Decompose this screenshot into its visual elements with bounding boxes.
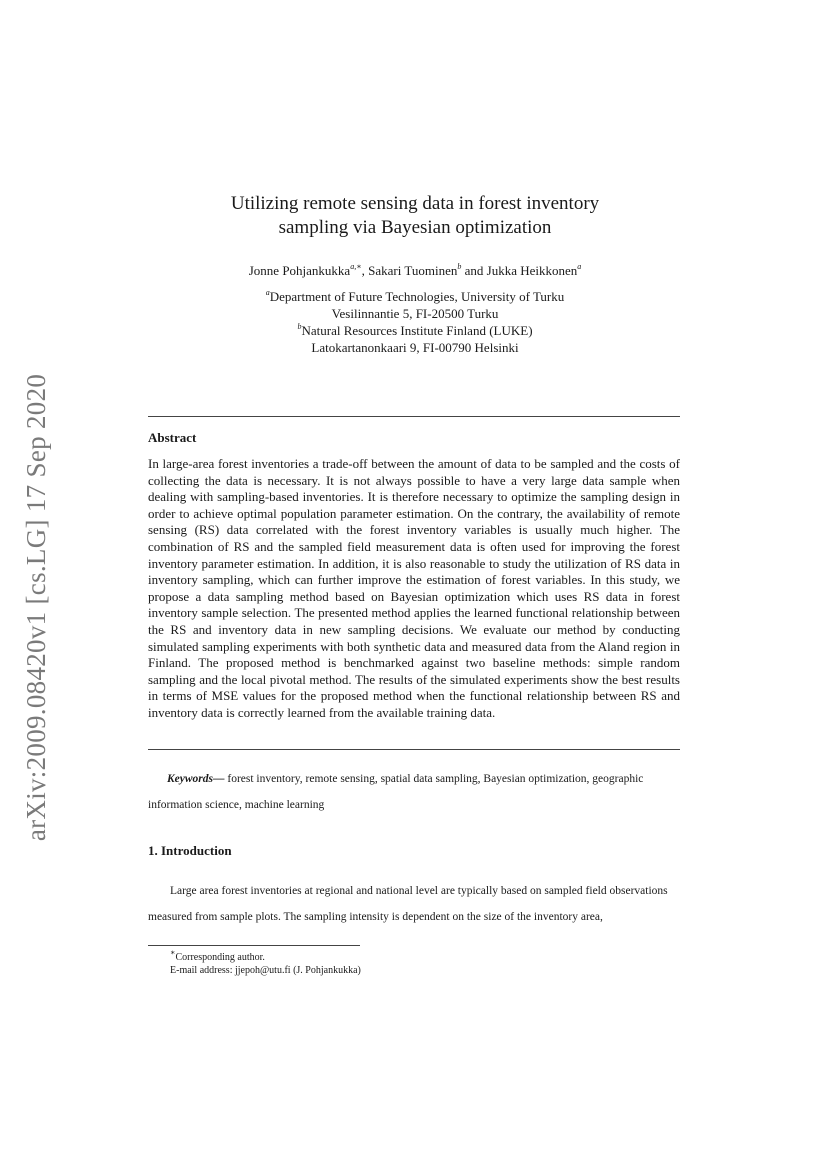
section-heading-introduction: 1. Introduction bbox=[148, 843, 232, 858]
affiliation-b-mark: b bbox=[297, 321, 302, 331]
keywords-label: Keywords— bbox=[167, 773, 225, 785]
affiliation-a-line-2: Vesilinnantie 5, FI-20500 Turku bbox=[331, 306, 499, 321]
title-line-1: Utilizing remote sensing data in forest inventory bbox=[230, 193, 600, 214]
author-3-mark: a bbox=[577, 261, 582, 271]
author-3: Jukka Heikkonen bbox=[486, 263, 578, 278]
footnote-line-1 bbox=[170, 947, 361, 964]
footnote-line-2: E-mail address: jjepoh@utu.fi (J. Pohjankukka) bbox=[170, 965, 361, 976]
author-2-mark: b bbox=[457, 261, 462, 271]
author-1: Jonne Pohjankukka bbox=[248, 263, 351, 278]
affiliation-a-line-1 bbox=[150, 288, 680, 305]
author-list bbox=[150, 262, 680, 279]
keywords-text: forest inventory, remote sensing, spatial data sampling, Bayesian optimization, geographic information science, machine learning bbox=[148, 773, 644, 811]
abstract-top-rule bbox=[148, 416, 680, 417]
author-2: Sakari Tuominen bbox=[368, 263, 458, 278]
affiliation-b-line-1 bbox=[150, 322, 680, 339]
author-sep-1: , bbox=[361, 263, 369, 278]
abstract-bottom-rule bbox=[148, 749, 680, 750]
author-1-mark: a,∗ bbox=[350, 261, 362, 271]
abstract-body: In large-area forest inventories a trade-off between the amount of data to be sampled and the costs of collecting the data is necessary. It is not always possible to have a very large data sample when dealing with sampling-based inventories. It is therefore necessary to optimize the sampling design in order to achieve optimal population parameter estimation. On the contrary, the availability of remote sensing (RS) data correlated with the forest inventory variables is usually much higher. The combination of RS and the sampled field measurement data is often used for improving the forest inventory parameter estimation. In addition, it is also reasonable to study the utilization of RS data in inventory sampling, which can further improve the estimation of forest variables. In this study, we propose a data sampling method based on Bayesian optimization which uses RS data in forest inventory sample selection. The presented method applies the learned functional relationship between the RS and inventory data in new sampling decisions. We evaluate our method by conducting simulated sampling experiments with both synthetic data and measured data from the Aland region in Finland. The proposed method is benchmarked against two baseline methods: simple random sampling and the local pivotal method. The results of the simulated experiments show the best results in terms of MSE values for the proposed method when the functional relationship between RS and inventory data is correctly learned from the available training data. bbox=[148, 456, 680, 720]
affiliation-a-name: Department of Future Technologies, University of Turku bbox=[269, 289, 565, 304]
affiliation-b-line-2: Latokartanonkaari 9, FI-00790 Helsinki bbox=[311, 340, 519, 355]
footnote-corresponding: Corresponding author. bbox=[175, 952, 265, 963]
arxiv-identifier-text: arXiv:2009.08420v1 [cs.LG] 17 Sep 2020 bbox=[21, 373, 52, 842]
affiliation-b-name: Natural Resources Institute Finland (LUKE) bbox=[301, 323, 533, 338]
footnote-rule bbox=[148, 945, 360, 946]
title-line-2: sampling via Bayesian optimization bbox=[278, 217, 552, 238]
abstract-heading: Abstract bbox=[148, 430, 197, 445]
author-sep-2: and bbox=[461, 263, 487, 278]
introduction-paragraph: Large area forest inventories at regional and national level are typically based on sampled field observations measured from sample plots. The sampling intensity is dependent on the size of the inventory area, bbox=[148, 885, 668, 923]
paper-title bbox=[150, 192, 680, 240]
footnote-mark: ∗ bbox=[170, 947, 176, 957]
affiliation-a-mark: a bbox=[265, 287, 270, 297]
arxiv-identifier bbox=[20, 365, 54, 850]
affiliations bbox=[150, 288, 680, 356]
footnote bbox=[170, 947, 361, 977]
keywords bbox=[148, 766, 680, 818]
